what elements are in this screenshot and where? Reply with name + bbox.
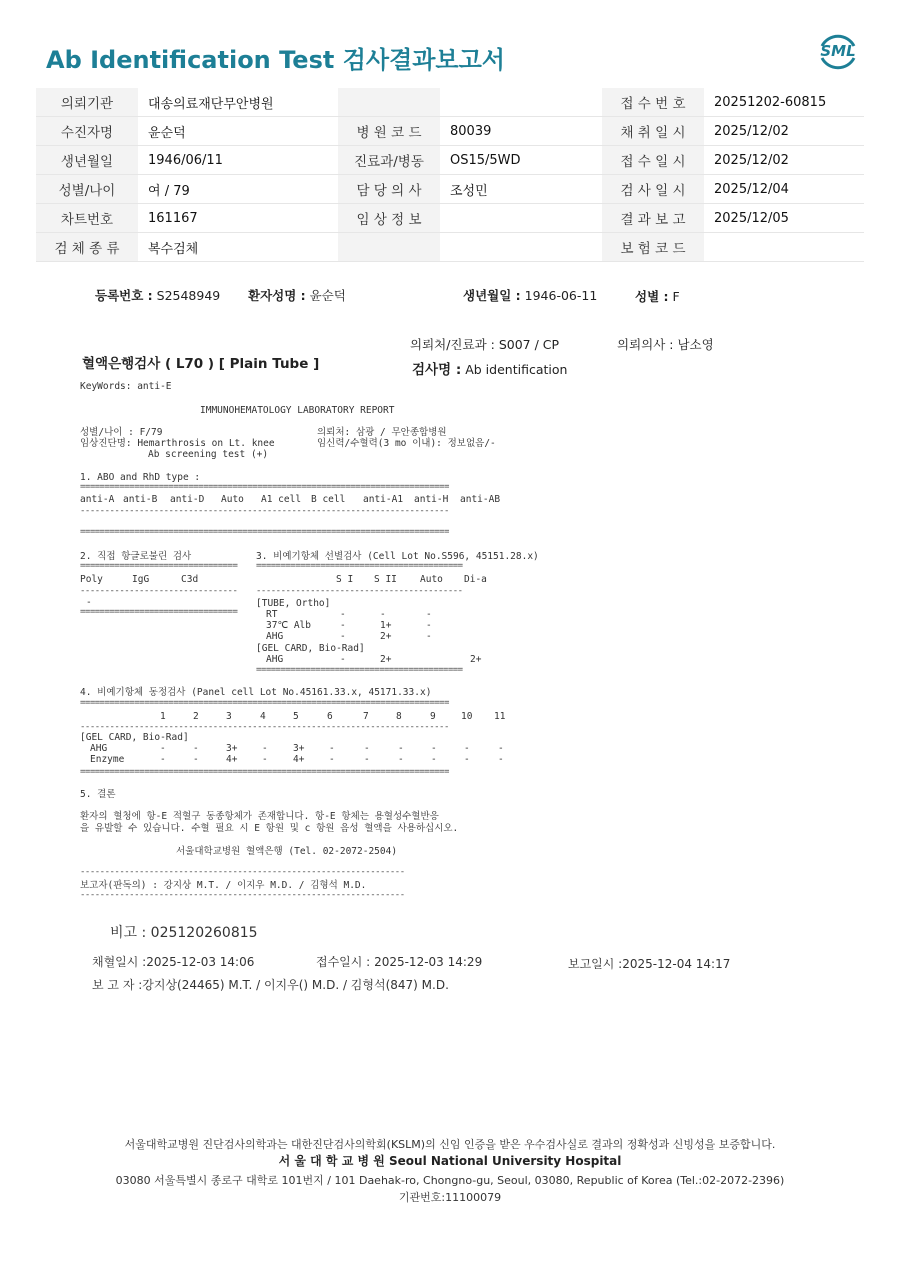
row-label: 37℃ Alb xyxy=(266,620,311,631)
sex-age: 성별/나이 : F/79 xyxy=(80,427,163,438)
result-cell: - xyxy=(340,631,346,642)
info-value: 여 / 79 xyxy=(138,175,338,204)
column-header: S I xyxy=(336,574,354,585)
column-header: 2 xyxy=(193,711,199,722)
info-row xyxy=(36,146,864,175)
column-header: A1 cell xyxy=(261,494,302,505)
info-value: 20251202-60815 xyxy=(704,88,864,117)
section-title: 혈액은행검사 ( L70 ) [ Plain Tube ] xyxy=(82,356,320,372)
info-label: 검 체 종 류 xyxy=(36,233,138,262)
result-cell: - xyxy=(426,631,432,642)
info-value: 2025/12/02 xyxy=(704,117,864,146)
info-value xyxy=(440,204,602,233)
info-label: 성별/나이 xyxy=(36,175,138,204)
column-header: anti-D xyxy=(170,494,205,505)
info-label: 수진자명 xyxy=(36,117,138,146)
section1-title: 1. ABO and RhD type : xyxy=(80,472,201,483)
column-header: 5 xyxy=(293,711,299,722)
separator: ========================================== xyxy=(256,665,463,675)
pregnancy-transfusion: 임신력/수혈력(3 mo 이내): 정보없음/- xyxy=(317,438,496,449)
note-remark: 비고 : 025120260815 xyxy=(110,925,258,941)
collection-time: 채혈일시 :2025-12-03 14:06 xyxy=(92,955,255,969)
exam-name: 검사명 : Ab identification xyxy=(412,362,568,378)
separator: ------------------------------------------ xyxy=(256,586,463,596)
column-header: 8 xyxy=(396,711,402,722)
separator: -------------------------------- xyxy=(80,586,238,596)
result-cell: 2+ xyxy=(380,631,392,642)
separator: ========================================== xyxy=(256,561,463,571)
info-value: 복수검체 xyxy=(138,233,338,262)
info-value: OS15/5WD xyxy=(440,146,602,175)
result-cell: - xyxy=(464,743,470,754)
info-label: 임 상 정 보 xyxy=(338,204,440,233)
footer-certification: 서울대학교병원 진단검사의학과는 대한진단검사의학회(KSLM)의 신임 인증을 받은 우수검사실로 결과의 정확성과 신빙성을 보증합니다. xyxy=(124,1138,776,1151)
patient-dob: 생년월일 : 1946-06-11 xyxy=(463,288,598,303)
result-cell: 4+ xyxy=(226,754,238,765)
info-label: 접 수 번 호 xyxy=(602,88,704,117)
column-header: Di-a xyxy=(464,574,487,585)
reporters: 보 고 자 :강지상(24465) M.T. / 이지우() M.D. / 김형석(847) M.D. xyxy=(92,978,449,992)
result-cell: - xyxy=(464,754,470,765)
info-label: 생년월일 xyxy=(36,146,138,175)
diagnosis: 임상진단명: Hemarthrosis on Lt. knee xyxy=(80,438,275,449)
reporter-line: 보고자(판독의) : 강지상 M.T. / 이지우 M.D. / 김형석 M.D. xyxy=(80,880,367,891)
info-label: 의뢰기관 xyxy=(36,88,138,117)
info-label: 보 험 코 드 xyxy=(602,233,704,262)
lab-report-title: IMMUNOHEMATOLOGY LABORATORY REPORT xyxy=(200,405,395,416)
info-value xyxy=(440,88,602,117)
conclusion-line2: 을 유발할 수 있습니다. 수혈 필요 시 E 항원 및 c 항원 음성 혈액을 사용하십시오. xyxy=(80,823,459,834)
info-label: 접 수 일 시 xyxy=(602,146,704,175)
info-value: 대송의료재단무안병원 xyxy=(138,88,338,117)
report-time: 보고일시 :2025-12-04 14:17 xyxy=(568,957,731,971)
column-header: 1 xyxy=(160,711,166,722)
result-cell: - xyxy=(160,754,166,765)
info-label: 진료과/병동 xyxy=(338,146,440,175)
column-header: anti-H xyxy=(414,494,449,505)
info-label xyxy=(338,88,440,117)
requesting-dept: 의뢰처/진료과 : S007 / CP xyxy=(410,337,560,352)
info-value: 80039 xyxy=(440,117,602,146)
separator: --------------------------------------------------------------------------- xyxy=(80,722,449,732)
result-cell: - xyxy=(340,620,346,631)
separator: ================================ xyxy=(80,607,238,617)
result-cell: 3+ xyxy=(293,743,305,754)
registration-number: 등록번호 : S2548949 xyxy=(95,288,221,303)
section4-gel-label: [GEL CARD, Bio-Rad] xyxy=(80,732,189,743)
info-label: 담 당 의 사 xyxy=(338,175,440,204)
row-label: AHG xyxy=(90,743,108,754)
column-header: C3d xyxy=(181,574,199,585)
section3-columns xyxy=(256,574,516,586)
result-cell: 2+ xyxy=(470,654,482,665)
requester: 의뢰처: 삼광 / 무안종합병원 xyxy=(317,427,447,438)
footer-address: 03080 서울특별시 종로구 대학로 101번지 / 101 Daehak-ro, Chongno-gu, Seoul, 03080, Republic of Korea (Tel.:02-2072-2396) xyxy=(115,1174,785,1187)
result-cell: - xyxy=(398,743,404,754)
info-label xyxy=(338,233,440,262)
result-cell: - xyxy=(329,743,335,754)
row-label: RT xyxy=(266,609,278,620)
result-cell: - xyxy=(398,754,404,765)
result-cell: 4+ xyxy=(293,754,305,765)
keywords: KeyWords: anti-E xyxy=(80,381,172,392)
requesting-doctor: 의뢰의사 : 남소영 xyxy=(617,337,714,352)
column-header: Auto xyxy=(420,574,443,585)
info-value: 윤순덕 xyxy=(138,117,338,146)
separator: =========================================================================== xyxy=(80,767,449,777)
result-cell: - xyxy=(431,754,437,765)
info-row xyxy=(36,233,864,262)
info-label: 검 사 일 시 xyxy=(602,175,704,204)
result-cell: - xyxy=(262,754,268,765)
result-cell: - xyxy=(340,609,346,620)
info-value: 1946/06/11 xyxy=(138,146,338,175)
result-cell: - xyxy=(498,754,504,765)
column-header: 11 xyxy=(494,711,506,722)
result-cell: 3+ xyxy=(226,743,238,754)
patient-sex: 성별 : F xyxy=(635,289,680,304)
patient-name: 환자성명 : 윤순덕 xyxy=(248,288,346,303)
receipt-time: 접수일시 : 2025-12-03 14:29 xyxy=(316,955,483,969)
column-header: Auto xyxy=(221,494,244,505)
info-table xyxy=(36,88,864,262)
column-header: anti-A1 xyxy=(363,494,404,505)
result-cell: - xyxy=(193,743,199,754)
section2-title: 2. 직접 항글로불린 검사 xyxy=(80,551,192,562)
separator: ------------------------------------------------------------------ xyxy=(80,890,405,900)
column-header: B cell xyxy=(311,494,346,505)
result-cell: 1+ xyxy=(380,620,392,631)
info-label: 결 과 보 고 xyxy=(602,204,704,233)
info-row xyxy=(36,204,864,233)
column-header: 9 xyxy=(430,711,436,722)
result-cell: 2+ xyxy=(380,654,392,665)
result-cell: - xyxy=(160,743,166,754)
column-header: 7 xyxy=(363,711,369,722)
info-label: 병 원 코 드 xyxy=(338,117,440,146)
screening-result: Ab screening test (+) xyxy=(148,449,269,460)
separator: ================================ xyxy=(80,561,238,571)
info-label: 차트번호 xyxy=(36,204,138,233)
section2-value: - xyxy=(86,597,92,608)
result-cell: - xyxy=(364,754,370,765)
column-header: anti-A xyxy=(80,494,115,505)
column-header: anti-B xyxy=(123,494,158,505)
blood-bank-contact: 서울대학교병원 혈액은행 (Tel. 02-2072-2504) xyxy=(176,846,398,857)
info-row xyxy=(36,88,864,117)
result-cell: - xyxy=(426,609,432,620)
info-row xyxy=(36,175,864,204)
report-title: Ab Identification Test 검사결과보고서 xyxy=(46,46,505,74)
column-header: IgG xyxy=(132,574,150,585)
footer-hospital-name: 서 울 대 학 교 병 원 Seoul National University Hospital xyxy=(278,1154,622,1168)
info-row xyxy=(36,117,864,146)
info-value: 161167 xyxy=(138,204,338,233)
column-header: 6 xyxy=(327,711,333,722)
info-value: 2025/12/02 xyxy=(704,146,864,175)
info-value xyxy=(440,233,602,262)
result-cell: - xyxy=(193,754,199,765)
separator: --------------------------------------------------------------------------- xyxy=(80,506,449,516)
info-label: 채 취 일 시 xyxy=(602,117,704,146)
section1-columns xyxy=(80,494,520,506)
info-value: 2025/12/05 xyxy=(704,204,864,233)
section3-tube-label: [TUBE, Ortho] xyxy=(256,598,331,609)
section3-gel-label: [GEL CARD, Bio-Rad] xyxy=(256,643,365,654)
column-header: 4 xyxy=(260,711,266,722)
row-label: AHG xyxy=(266,631,284,642)
result-cell: - xyxy=(426,620,432,631)
column-header: anti-AB xyxy=(460,494,501,505)
separator: =========================================================================== xyxy=(80,527,449,537)
conclusion-line1: 환자의 혈청에 항-E 적혈구 동종항체가 존재합니다. 항-E 항체는 용혈성수혈반응 xyxy=(80,811,439,822)
section3-title: 3. 비예기항체 선별검사 (Cell Lot No.S596, 45151.28.x) xyxy=(256,551,539,562)
result-cell: - xyxy=(340,654,346,665)
result-cell: - xyxy=(431,743,437,754)
column-header: 10 xyxy=(461,711,473,722)
footer-institution-number: 기관번호:11100079 xyxy=(398,1191,502,1204)
column-header: S II xyxy=(374,574,397,585)
result-cell: - xyxy=(380,609,386,620)
separator: =========================================================================== xyxy=(80,698,449,708)
column-header: Poly xyxy=(80,574,103,585)
result-cell: - xyxy=(262,743,268,754)
section5-title: 5. 결론 xyxy=(80,789,116,800)
result-cell: - xyxy=(364,743,370,754)
result-cell: - xyxy=(329,754,335,765)
row-label: AHG xyxy=(266,654,284,665)
result-cell: - xyxy=(498,743,504,754)
info-value: 2025/12/04 xyxy=(704,175,864,204)
logo-text: SML xyxy=(820,42,856,60)
separator: =========================================================================== xyxy=(80,482,449,492)
separator: ------------------------------------------------------------------ xyxy=(80,867,405,877)
column-header: 3 xyxy=(226,711,232,722)
section2-columns xyxy=(80,574,240,586)
row-label: Enzyme xyxy=(90,754,125,765)
info-value: 조성민 xyxy=(440,175,602,204)
info-value xyxy=(704,233,864,262)
sml-logo xyxy=(816,30,860,74)
section4-title: 4. 비예기항체 동정검사 (Panel cell Lot No.45161.33.x, 45171.33.x) xyxy=(80,687,432,698)
